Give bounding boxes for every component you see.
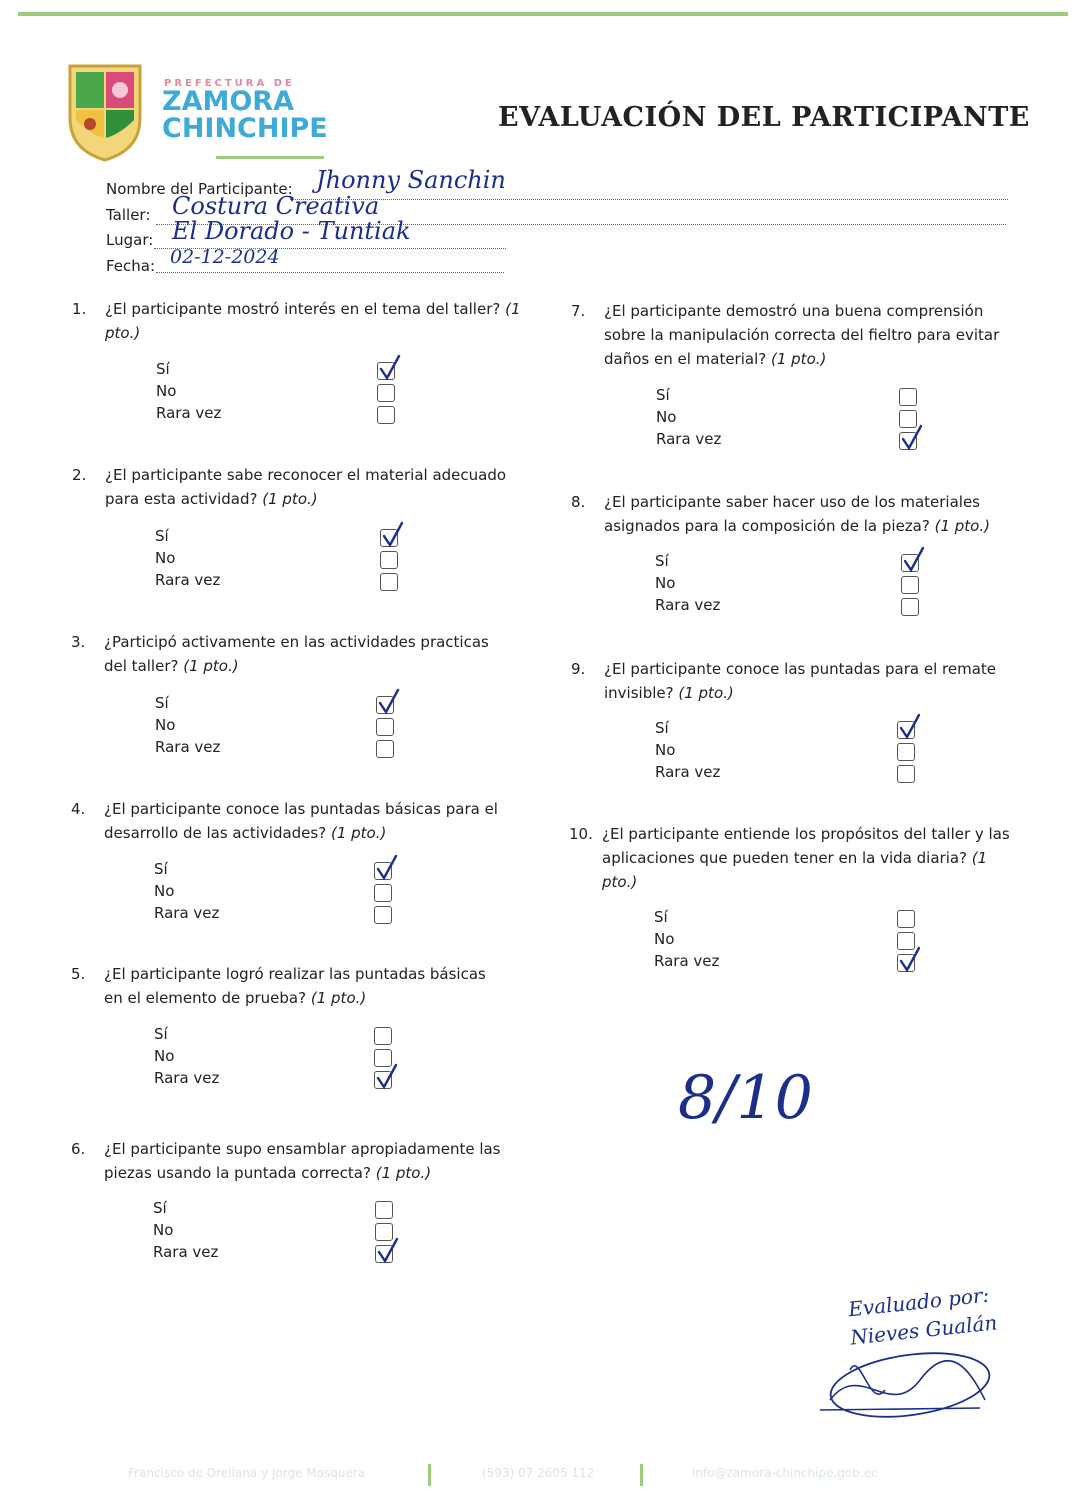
option-label: Rara vez (154, 1069, 220, 1087)
option-checkbox[interactable] (374, 862, 392, 880)
option-checkbox[interactable] (897, 910, 915, 928)
question-number: 5. (71, 965, 86, 983)
handwritten-check-icon (375, 687, 401, 715)
handwritten-check-icon (373, 1062, 399, 1090)
option-checkbox[interactable] (901, 576, 919, 594)
handwritten-check-icon (373, 853, 399, 881)
option-checkbox[interactable] (374, 1027, 392, 1045)
option-label: Rara vez (655, 763, 721, 781)
question-number: 2. (72, 466, 87, 484)
handwritten-check-icon (898, 423, 924, 451)
handwritten-check-icon (896, 712, 922, 740)
option-label: No (656, 408, 677, 426)
option-checkbox[interactable] (375, 1201, 393, 1219)
option-checkbox[interactable] (380, 573, 398, 591)
question-text: ¿El participante mostró interés en el tema del taller? (105, 300, 501, 318)
option-label: Rara vez (153, 1243, 219, 1261)
option-label: Sí (155, 527, 169, 545)
field-label-workshop: Taller: (106, 206, 151, 224)
prefecture-shield-logo (64, 58, 146, 162)
option-label: Rara vez (655, 596, 721, 614)
option-label: Rara vez (155, 738, 221, 756)
option-label: No (155, 549, 176, 567)
question-text: ¿El participante demostró una buena comprensión sobre la manipulación correcta del fieltro para evitar daños en el material? (604, 302, 1000, 368)
option-label: Rara vez (154, 904, 220, 922)
option-label: No (156, 382, 177, 400)
option-label: Rara vez (156, 404, 222, 422)
option-label: Sí (154, 1025, 168, 1043)
handwritten-check-icon (379, 520, 405, 548)
option-label: No (154, 1047, 175, 1065)
question-points: (1 pto.) (375, 1164, 432, 1182)
handwritten-check-icon (896, 945, 922, 973)
question-text: ¿El participante conoce las puntadas para el remate invisible? (604, 660, 996, 702)
org-line1: PREFECTURA DE (164, 78, 295, 89)
option-label: Sí (154, 860, 168, 878)
option-checkbox[interactable] (897, 721, 915, 739)
handwritten-check-icon (900, 545, 926, 573)
question-text: ¿El participante conoce las puntadas básicas para el desarrollo de las actividades? (104, 800, 498, 842)
evaluator-signature (800, 1290, 1000, 1440)
option-checkbox[interactable] (374, 884, 392, 902)
footer-email[interactable]: info@zamora-chinchipe.gob.ec (692, 1466, 878, 1480)
field-value-name[interactable]: Jhonny Sanchin (316, 166, 506, 194)
option-checkbox[interactable] (377, 406, 395, 424)
footer-address: Francisco de Orellana y Jorge Mosquera (128, 1466, 366, 1480)
question-points: (1 pto.) (105, 300, 521, 342)
option-label: Sí (153, 1199, 167, 1217)
question-text: ¿El participante entiende los propósitos del taller y las aplicaciones que pueden tener en la vida diaria? (602, 825, 1010, 867)
option-checkbox[interactable] (897, 743, 915, 761)
field-label-date: Fecha: (106, 257, 156, 275)
score-text: 8/10 (678, 1063, 813, 1133)
field-value-date[interactable]: 02-12-2024 (170, 246, 280, 268)
option-label: No (155, 716, 176, 734)
option-checkbox[interactable] (899, 432, 917, 450)
option-label: Sí (655, 719, 669, 737)
option-checkbox[interactable] (374, 1071, 392, 1089)
field-line-date (156, 272, 504, 273)
option-label: Rara vez (654, 952, 720, 970)
org-underline (216, 156, 324, 159)
option-checkbox[interactable] (380, 551, 398, 569)
top-border-line (18, 12, 1068, 16)
handwritten-score (678, 1048, 828, 1158)
option-label: Sí (654, 908, 668, 926)
footer-divider (428, 1464, 431, 1486)
option-label: Rara vez (155, 571, 221, 589)
org-line3: CHINCHIPE (162, 113, 328, 144)
question-points: (1 pto.) (678, 684, 734, 702)
question-number: 6. (71, 1140, 86, 1158)
handwritten-check-icon (374, 1236, 400, 1264)
option-checkbox[interactable] (377, 362, 395, 380)
option-label: No (655, 574, 676, 592)
option-checkbox[interactable] (901, 598, 919, 616)
option-checkbox[interactable] (897, 765, 915, 783)
question-number: 9. (571, 660, 586, 678)
question-text: ¿El participante saber hacer uso de los materiales asignados para la composición de la pieza? (604, 493, 980, 535)
option-label: Sí (655, 552, 669, 570)
footer-divider (640, 1464, 643, 1486)
question-text: ¿Participó activamente en las actividades practicas del taller? (104, 633, 489, 675)
field-value-place[interactable]: El Dorado - Tuntiak (172, 217, 411, 245)
option-checkbox[interactable] (899, 388, 917, 406)
field-line-name (290, 199, 1008, 200)
option-label: Rara vez (656, 430, 722, 448)
question-number: 1. (72, 300, 87, 318)
option-checkbox[interactable] (380, 529, 398, 547)
question-number: 7. (571, 302, 586, 320)
option-label: Sí (156, 360, 170, 378)
page-title: EVALUACIÓN DEL PARTICIPANTE (498, 102, 1030, 133)
question-number: 3. (71, 633, 86, 651)
handwritten-check-icon (376, 353, 402, 381)
option-label: No (655, 741, 676, 759)
question-text: ¿El participante sabe reconocer el material adecuado para esta actividad? (105, 466, 507, 508)
option-checkbox[interactable] (375, 1245, 393, 1263)
question-number: 4. (71, 800, 86, 818)
option-label: No (654, 930, 675, 948)
question-points: (1 pto.) (330, 824, 387, 842)
field-label-place: Lugar: (106, 231, 154, 249)
question-text: ¿El participante supo ensamblar apropiadamente las piezas usando la puntada correcta? (104, 1140, 501, 1182)
org-line2: ZAMORA (162, 86, 294, 117)
option-checkbox[interactable] (374, 906, 392, 924)
question-points: (1 pto.) (262, 490, 318, 508)
option-checkbox[interactable] (376, 718, 394, 736)
option-checkbox[interactable] (376, 740, 394, 758)
option-label: Sí (656, 386, 670, 404)
question-points: (1 pto.) (602, 849, 988, 891)
question-points: (1 pto.) (934, 517, 990, 535)
field-value-workshop[interactable]: Costura Creativa (172, 192, 380, 220)
option-label: No (153, 1221, 174, 1239)
option-checkbox[interactable] (377, 384, 395, 402)
option-checkbox[interactable] (901, 554, 919, 572)
question-points: (1 pto.) (183, 657, 239, 675)
field-label-name: Nombre del Participante: (106, 180, 293, 198)
option-checkbox[interactable] (897, 954, 915, 972)
option-checkbox[interactable] (376, 696, 394, 714)
question-number: 8. (571, 493, 586, 511)
question-text: ¿El participante logró realizar las puntadas básicas en el elemento de prueba? (104, 965, 486, 1007)
evaluator-name: Nieves Gualán (849, 1310, 999, 1350)
footer-phone: (593) 07 2605 112 (482, 1466, 595, 1480)
question-number: 10. (569, 825, 593, 843)
evaluated-by-label: Evaluado por: (847, 1282, 991, 1322)
option-label: Sí (155, 694, 169, 712)
question-points: (1 pto.) (771, 350, 827, 368)
question-points: (1 pto.) (310, 989, 367, 1007)
option-label: No (154, 882, 175, 900)
